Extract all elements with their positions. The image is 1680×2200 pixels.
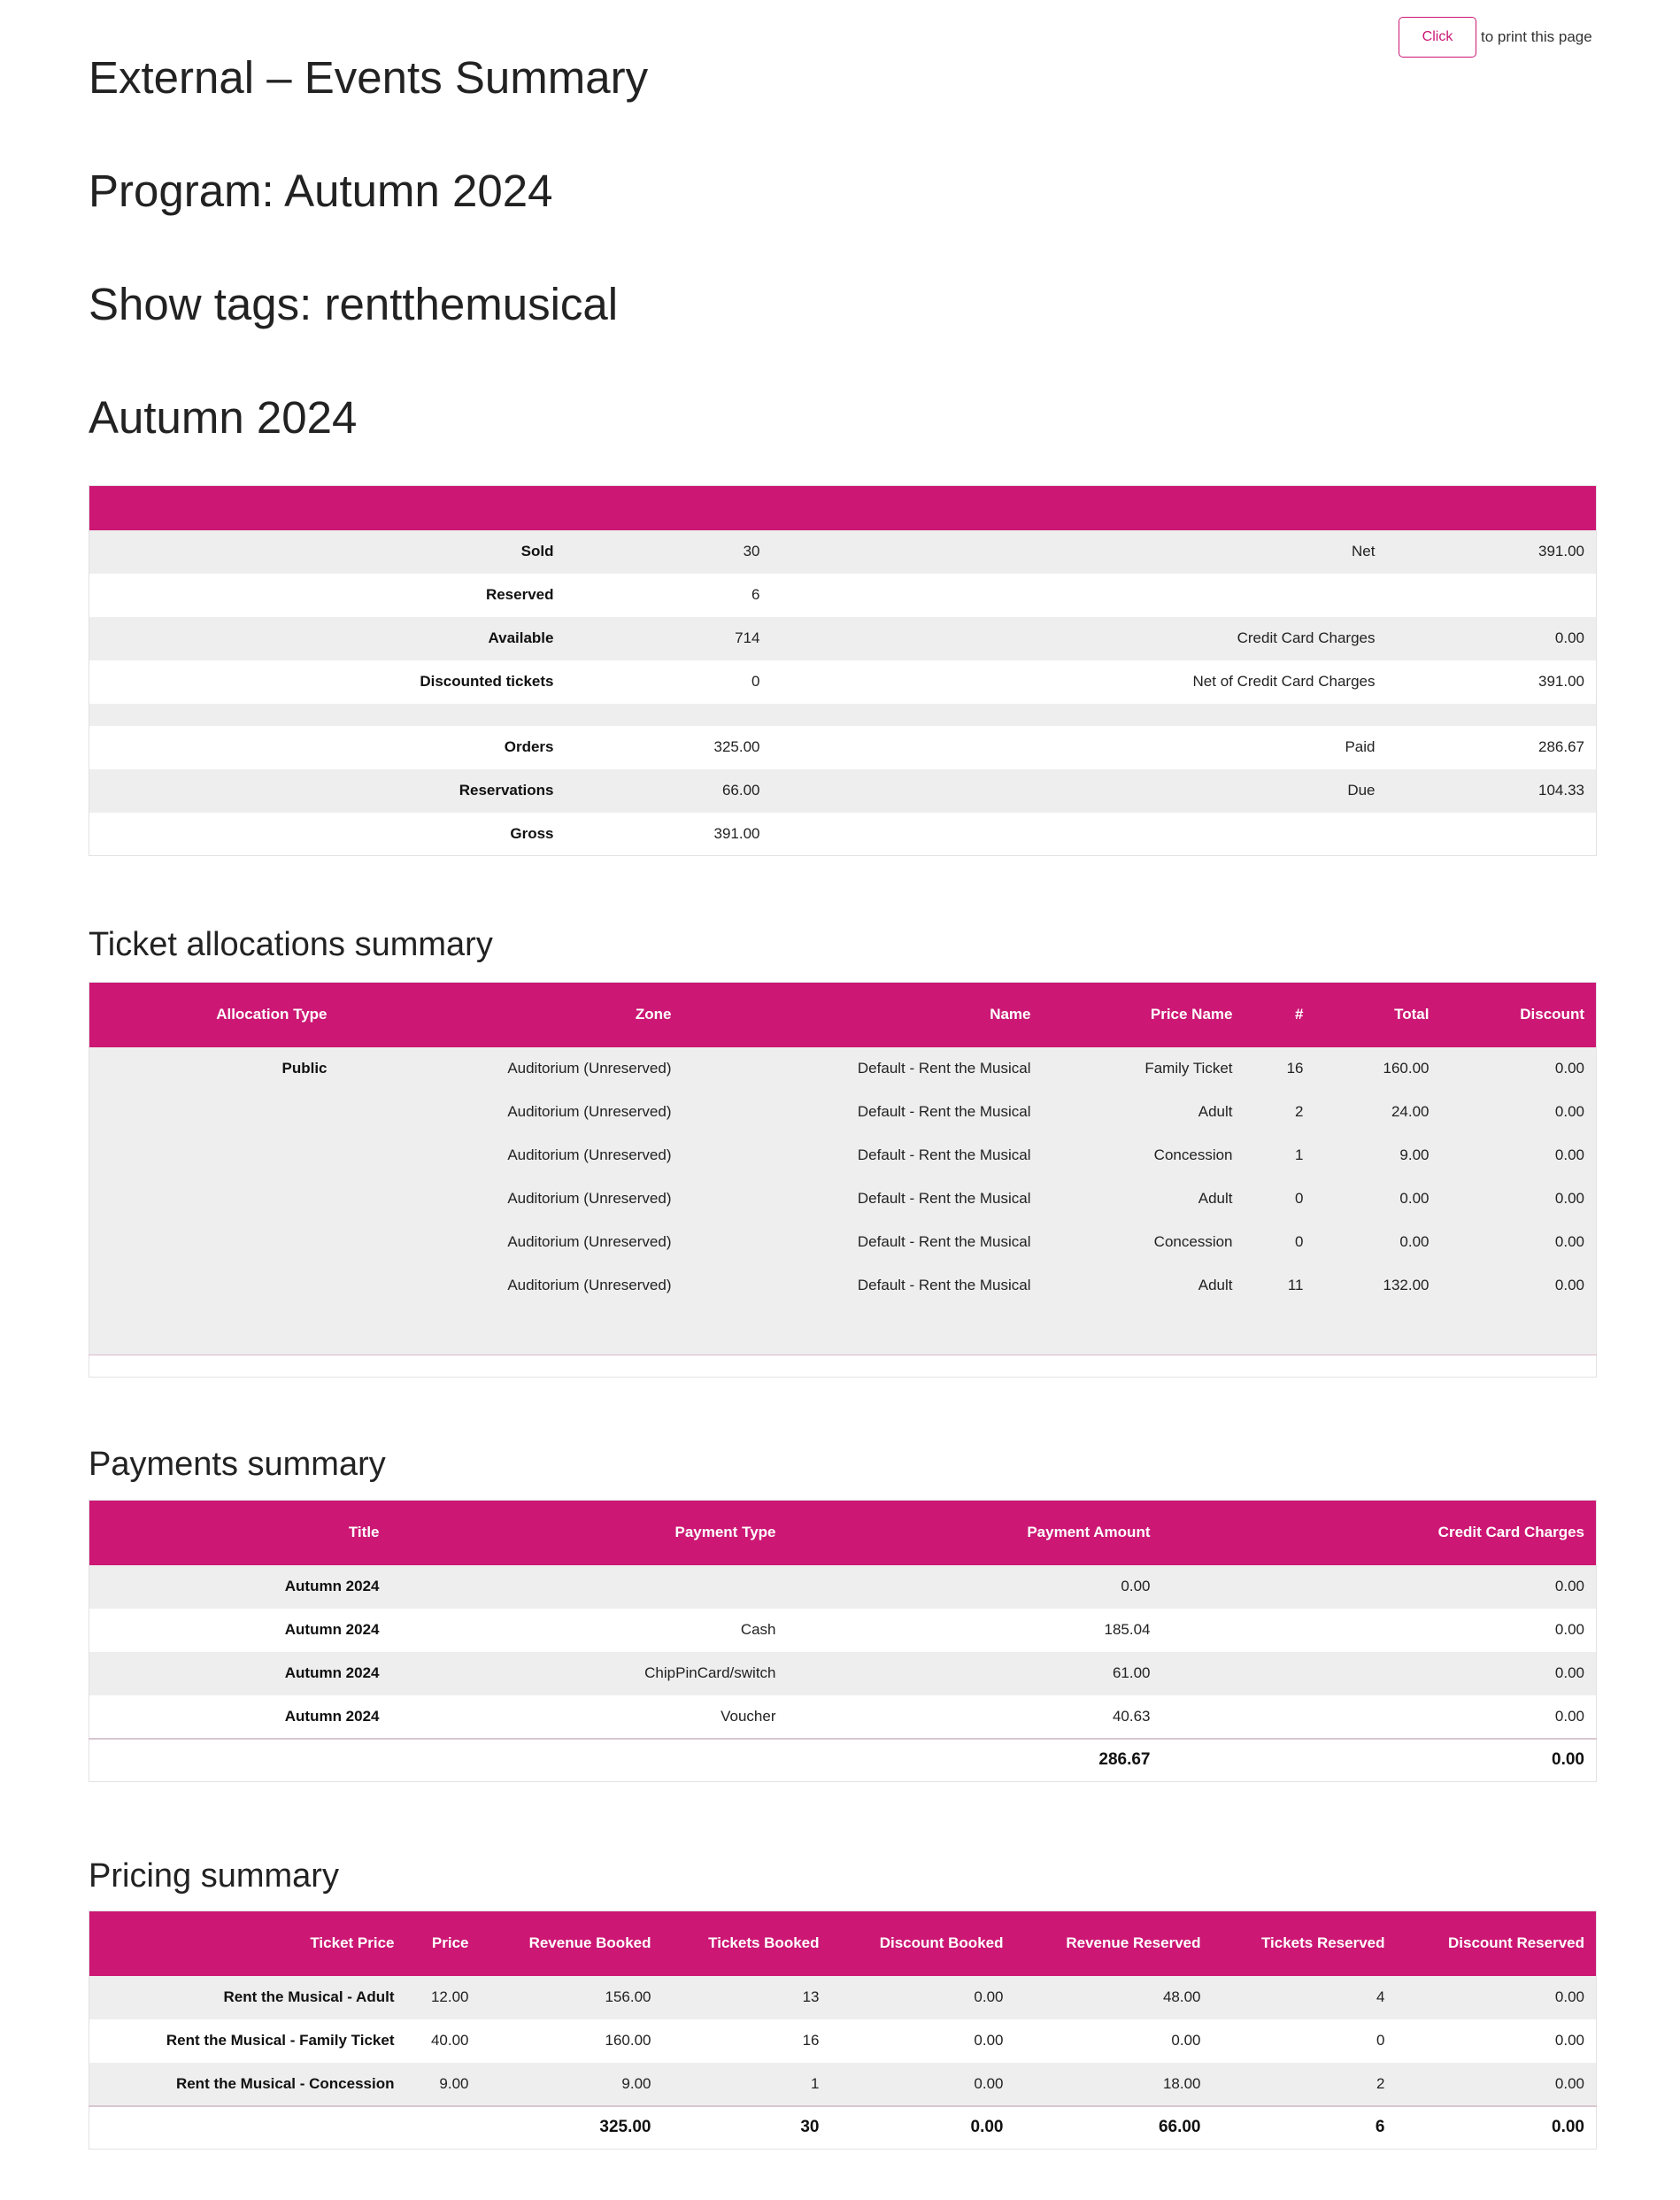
payments-title: Payments summary xyxy=(89,1446,386,1483)
section-heading: Autumn 2024 xyxy=(89,392,358,443)
cell-card-charges: 0.00 xyxy=(1554,1621,1584,1638)
summary-value: 391.00 xyxy=(1538,543,1584,560)
summary-value xyxy=(1387,574,1597,617)
total-discount-booked: 0.00 xyxy=(831,2106,1015,2150)
cell-payment-type: ChipPinCard/switch xyxy=(644,1664,776,1681)
table-row xyxy=(89,2063,1597,2106)
payments-table xyxy=(89,1500,1597,1782)
cell-discount-booked: 0.00 xyxy=(974,2032,1004,2049)
cell-zone: Auditorium (Unreserved) xyxy=(507,1277,672,1293)
cell-payment-amount: 61.00 xyxy=(1112,1664,1151,1681)
cell-allocation-type xyxy=(89,1134,339,1177)
total-discount-reserved: 0.00 xyxy=(1397,2106,1597,2150)
cell-price-name: Adult xyxy=(1198,1103,1233,1120)
summary-value: 6 xyxy=(751,586,760,603)
summary-value: 714 xyxy=(735,629,760,646)
cell-total: 0.00 xyxy=(1399,1190,1430,1207)
total-tickets-reserved: 6 xyxy=(1213,2106,1397,2150)
column-header: Price Name xyxy=(1043,983,1245,1047)
cell-title: Autumn 2024 xyxy=(284,1707,380,1725)
table-row xyxy=(89,1609,1597,1652)
table-header-row xyxy=(89,1501,1597,1565)
summary-label: Available xyxy=(488,629,554,646)
summary-row xyxy=(89,530,1597,574)
cell-allocation-type xyxy=(89,1264,339,1308)
print-instruction: to print this page xyxy=(1481,28,1592,45)
summary-header-band xyxy=(89,486,1597,530)
cell-revenue-reserved: 48.00 xyxy=(1162,1988,1201,2005)
cell-tickets-reserved: 2 xyxy=(1376,2074,1385,2092)
cell-payment-type: Voucher xyxy=(721,1707,776,1725)
print-button[interactable]: Click xyxy=(1399,17,1476,58)
cell-card-charges: 0.00 xyxy=(1554,1578,1584,1594)
summary-label xyxy=(772,574,1387,617)
table-row xyxy=(89,1134,1597,1177)
total-revenue-booked: 325.00 xyxy=(481,2106,663,2150)
cell-revenue-reserved: 0.00 xyxy=(1171,2032,1201,2049)
summary-row xyxy=(89,813,1597,856)
summary-label: Orders xyxy=(504,738,554,755)
summary-row xyxy=(89,769,1597,813)
total-card-charges: 0.00 xyxy=(1162,1739,1597,1782)
column-header: Payment Amount xyxy=(788,1501,1162,1565)
show-tags-heading: Show tags: rentthemusical xyxy=(89,279,619,329)
cell-zone: Auditorium (Unreserved) xyxy=(507,1190,672,1207)
column-header: Tickets Reserved xyxy=(1213,1911,1397,1976)
cell-discount: 0.00 xyxy=(1554,1146,1584,1163)
cell-price: 12.00 xyxy=(430,1988,469,2005)
cell-total: 9.00 xyxy=(1399,1146,1430,1163)
cell-zone: Auditorium (Unreserved) xyxy=(507,1060,672,1077)
allocations-title: Ticket allocations summary xyxy=(89,926,493,963)
table-row xyxy=(89,1091,1597,1134)
summary-value: 286.67 xyxy=(1538,738,1584,755)
cell-name: Default - Rent the Musical xyxy=(857,1190,1031,1207)
cell-price-name: Adult xyxy=(1198,1277,1233,1293)
ticket-allocations-table xyxy=(89,982,1597,1378)
column-header: Discount Booked xyxy=(831,1911,1015,1976)
summary-value: 391.00 xyxy=(1538,673,1584,690)
summary-spacer xyxy=(89,704,1597,726)
summary-row xyxy=(89,660,1597,704)
cell-name: Default - Rent the Musical xyxy=(857,1103,1031,1120)
cell-ticket-price: Rent the Musical - Concession xyxy=(175,2074,395,2092)
summary-label xyxy=(772,813,1387,856)
cell-ticket-price: Rent the Musical - Adult xyxy=(223,1988,395,2005)
cell-tickets-booked: 1 xyxy=(811,2074,820,2092)
column-header: Discount Reserved xyxy=(1397,1911,1597,1976)
column-header: Credit Card Charges xyxy=(1162,1501,1597,1565)
print-bar xyxy=(1399,17,1592,58)
summary-label: Due xyxy=(1347,782,1376,799)
cell-name: Default - Rent the Musical xyxy=(857,1060,1031,1077)
summary-value: 104.33 xyxy=(1538,782,1584,799)
cell-card-charges: 0.00 xyxy=(1554,1707,1584,1725)
total-tickets-booked: 30 xyxy=(663,2106,831,2150)
cell-discount-booked: 0.00 xyxy=(974,1988,1004,2005)
cell-count: 16 xyxy=(1286,1060,1304,1077)
page-title: External – Events Summary xyxy=(89,52,649,103)
cell-price-name: Concession xyxy=(1153,1146,1233,1163)
cell-tickets-booked: 13 xyxy=(802,1988,820,2005)
cell-payment-amount: 0.00 xyxy=(1121,1578,1151,1594)
summary-value xyxy=(1387,813,1597,856)
column-header: Ticket Price xyxy=(89,1911,406,1976)
total-revenue-reserved: 66.00 xyxy=(1015,2106,1213,2150)
summary-label: Discounted tickets xyxy=(420,673,554,690)
pricing-table xyxy=(89,1911,1597,2150)
table-row xyxy=(89,1652,1597,1695)
cell-discount-reserved: 0.00 xyxy=(1554,1988,1584,2005)
cell-price-name: Concession xyxy=(1153,1233,1233,1250)
cell-price: 9.00 xyxy=(439,2074,469,2092)
column-header: Discount xyxy=(1441,983,1597,1047)
cell-payment-amount: 185.04 xyxy=(1104,1621,1151,1638)
cell-discount: 0.00 xyxy=(1554,1277,1584,1293)
summary-value: 391.00 xyxy=(713,824,760,842)
summary-label: Gross xyxy=(510,824,554,842)
summary-value: 0 xyxy=(751,673,760,690)
summary-label: Credit Card Charges xyxy=(1237,629,1376,646)
cell-payment-type: Cash xyxy=(740,1621,776,1638)
column-header: Payment Type xyxy=(391,1501,788,1565)
summary-label: Reservations xyxy=(459,782,554,799)
column-header: Revenue Booked xyxy=(481,1911,663,1976)
cell-tickets-reserved: 4 xyxy=(1376,1988,1385,2005)
cell-discount-booked: 0.00 xyxy=(974,2074,1004,2092)
cell-total: 24.00 xyxy=(1391,1103,1430,1120)
cell-discount-reserved: 0.00 xyxy=(1554,2074,1584,2092)
program-heading: Program: Autumn 2024 xyxy=(89,166,553,216)
table-row xyxy=(89,1565,1597,1609)
cell-count: 1 xyxy=(1295,1146,1304,1163)
cell-payment-amount: 40.63 xyxy=(1112,1707,1151,1725)
cell-revenue-booked: 156.00 xyxy=(605,1988,651,2005)
cell-ticket-price: Rent the Musical - Family Ticket xyxy=(166,2032,395,2049)
cell-count: 0 xyxy=(1295,1190,1304,1207)
cell-title: Autumn 2024 xyxy=(284,1578,380,1594)
cell-card-charges: 0.00 xyxy=(1554,1664,1584,1681)
table-row xyxy=(89,1221,1597,1264)
total-cell xyxy=(391,1739,788,1782)
total-cell xyxy=(89,2106,406,2150)
totals-row xyxy=(89,1739,1597,1782)
cell-total: 160.00 xyxy=(1383,1060,1430,1077)
cell-count: 2 xyxy=(1295,1103,1304,1120)
column-header: Price xyxy=(406,1911,481,1976)
summary-row xyxy=(89,574,1597,617)
summary-label: Net of Credit Card Charges xyxy=(1192,673,1376,690)
cell-title: Autumn 2024 xyxy=(284,1664,380,1681)
summary-label: Sold xyxy=(520,543,554,560)
table-header-row xyxy=(89,983,1597,1047)
table-row xyxy=(89,1695,1597,1739)
cell-tickets-reserved: 0 xyxy=(1376,2032,1385,2049)
total-payment-amount: 286.67 xyxy=(788,1739,1162,1782)
cell-total: 132.00 xyxy=(1383,1277,1430,1293)
cell-discount: 0.00 xyxy=(1554,1060,1584,1077)
column-header: Name xyxy=(683,983,1043,1047)
cell-price-name: Family Ticket xyxy=(1144,1060,1233,1077)
summary-value: 0.00 xyxy=(1554,629,1584,646)
summary-value: 66.00 xyxy=(721,782,760,799)
cell-allocation-type xyxy=(89,1091,339,1134)
column-header: Zone xyxy=(339,983,683,1047)
cell-zone: Auditorium (Unreserved) xyxy=(507,1103,672,1120)
cell-allocation-type xyxy=(89,1177,339,1221)
cell-price: 40.00 xyxy=(430,2032,469,2049)
table-row xyxy=(89,1264,1597,1308)
table-header-row xyxy=(89,1911,1597,1976)
column-header: # xyxy=(1245,983,1315,1047)
summary-row xyxy=(89,726,1597,769)
cell-count: 0 xyxy=(1295,1233,1304,1250)
column-header: Tickets Booked xyxy=(663,1911,831,1976)
table-footer-row xyxy=(89,1355,1597,1378)
table-row xyxy=(89,1976,1597,2019)
summary-label: Net xyxy=(1352,543,1376,560)
table-row xyxy=(89,1177,1597,1221)
table-row xyxy=(89,2019,1597,2063)
cell-name: Default - Rent the Musical xyxy=(857,1233,1031,1250)
table-row xyxy=(89,1047,1597,1091)
total-cell xyxy=(89,1739,391,1782)
cell-price-name: Adult xyxy=(1198,1190,1233,1207)
column-header: Allocation Type xyxy=(89,983,339,1047)
pricing-title: Pricing summary xyxy=(89,1857,339,1895)
cell-total: 0.00 xyxy=(1399,1233,1430,1250)
cell-name: Default - Rent the Musical xyxy=(857,1146,1031,1163)
cell-revenue-booked: 9.00 xyxy=(621,2074,651,2092)
cell-revenue-booked: 160.00 xyxy=(605,2032,651,2049)
totals-summary-table xyxy=(89,485,1597,856)
cell-revenue-reserved: 18.00 xyxy=(1162,2074,1201,2092)
cell-count: 11 xyxy=(1287,1277,1304,1293)
cell-name: Default - Rent the Musical xyxy=(857,1277,1031,1293)
column-header: Title xyxy=(89,1501,391,1565)
cell-zone: Auditorium (Unreserved) xyxy=(507,1146,672,1163)
cell-payment-type xyxy=(391,1565,788,1609)
cell-discount: 0.00 xyxy=(1554,1233,1584,1250)
cell-discount: 0.00 xyxy=(1554,1103,1584,1120)
cell-tickets-booked: 16 xyxy=(802,2032,820,2049)
summary-label: Paid xyxy=(1345,738,1376,755)
cell-zone: Auditorium (Unreserved) xyxy=(507,1233,672,1250)
table-padding-row xyxy=(89,1308,1597,1355)
summary-row xyxy=(89,617,1597,660)
cell-allocation-type: Public xyxy=(281,1060,328,1077)
cell-discount: 0.00 xyxy=(1554,1190,1584,1207)
cell-allocation-type xyxy=(89,1221,339,1264)
totals-row xyxy=(89,2106,1597,2150)
column-header: Total xyxy=(1315,983,1441,1047)
total-cell xyxy=(406,2106,481,2150)
cell-title: Autumn 2024 xyxy=(284,1621,380,1638)
summary-value: 30 xyxy=(743,543,760,560)
summary-value: 325.00 xyxy=(713,738,760,755)
cell-discount-reserved: 0.00 xyxy=(1554,2032,1584,2049)
summary-label: Reserved xyxy=(485,586,554,603)
column-header: Revenue Reserved xyxy=(1015,1911,1213,1976)
